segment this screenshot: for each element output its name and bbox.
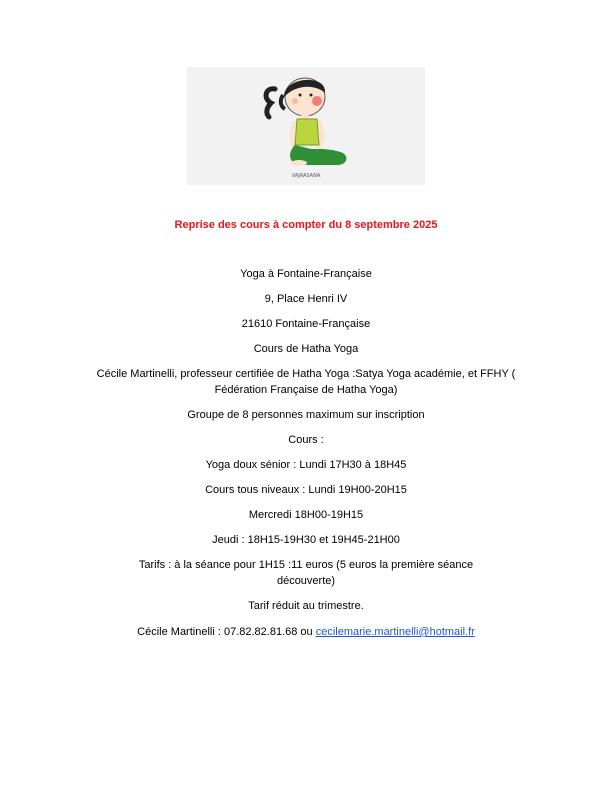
line-address: 9, Place Henri IV bbox=[264, 293, 348, 305]
line-all-levels: Cours tous niveaux : Lundi 19H00-20H15 bbox=[205, 484, 407, 496]
vajrasana-figure-icon bbox=[187, 67, 425, 185]
line-teacher: Cécile Martinelli, professeur certifiée de Hatha Yoga :Satya Yoga académie, et FFHY ( Fédération Française de Hatha Yoga) bbox=[96, 368, 516, 396]
line-senior: Yoga doux sénior : Lundi 17H30 à 18H45 bbox=[205, 459, 407, 471]
line-reduced-rate: Tarif réduit au trimestre. bbox=[248, 600, 364, 612]
line-thursday: Jeudi : 18H15-19H30 et 19H45-21H00 bbox=[212, 534, 400, 546]
line-course-type: Cours de Hatha Yoga bbox=[253, 343, 359, 355]
line-rates: Tarifs : à la séance pour 1H15 :11 euros (5 euros la première séance découverte) bbox=[138, 559, 474, 587]
announcement: Reprise des cours à compter du 8 septembre 2025 bbox=[174, 219, 438, 231]
line-group: Groupe de 8 personnes maximum sur inscription bbox=[187, 409, 425, 421]
line-city: 21610 Fontaine-Française bbox=[241, 318, 371, 330]
contact-line bbox=[90, 624, 522, 640]
contact-email-link[interactable]: cecilemarie.martinelli@hotmail.fr bbox=[315, 626, 475, 638]
line-courses-heading: Cours : bbox=[288, 434, 324, 446]
yoga-illustration bbox=[187, 67, 425, 185]
line-location: Yoga à Fontaine-Française bbox=[240, 268, 372, 280]
image-caption: VAJRASANA bbox=[291, 173, 321, 179]
line-wednesday: Mercredi 18H00-19H15 bbox=[248, 509, 364, 521]
contact-name-phone: Cécile Martinelli : 07.82.82.81.68 ou bbox=[137, 626, 313, 638]
